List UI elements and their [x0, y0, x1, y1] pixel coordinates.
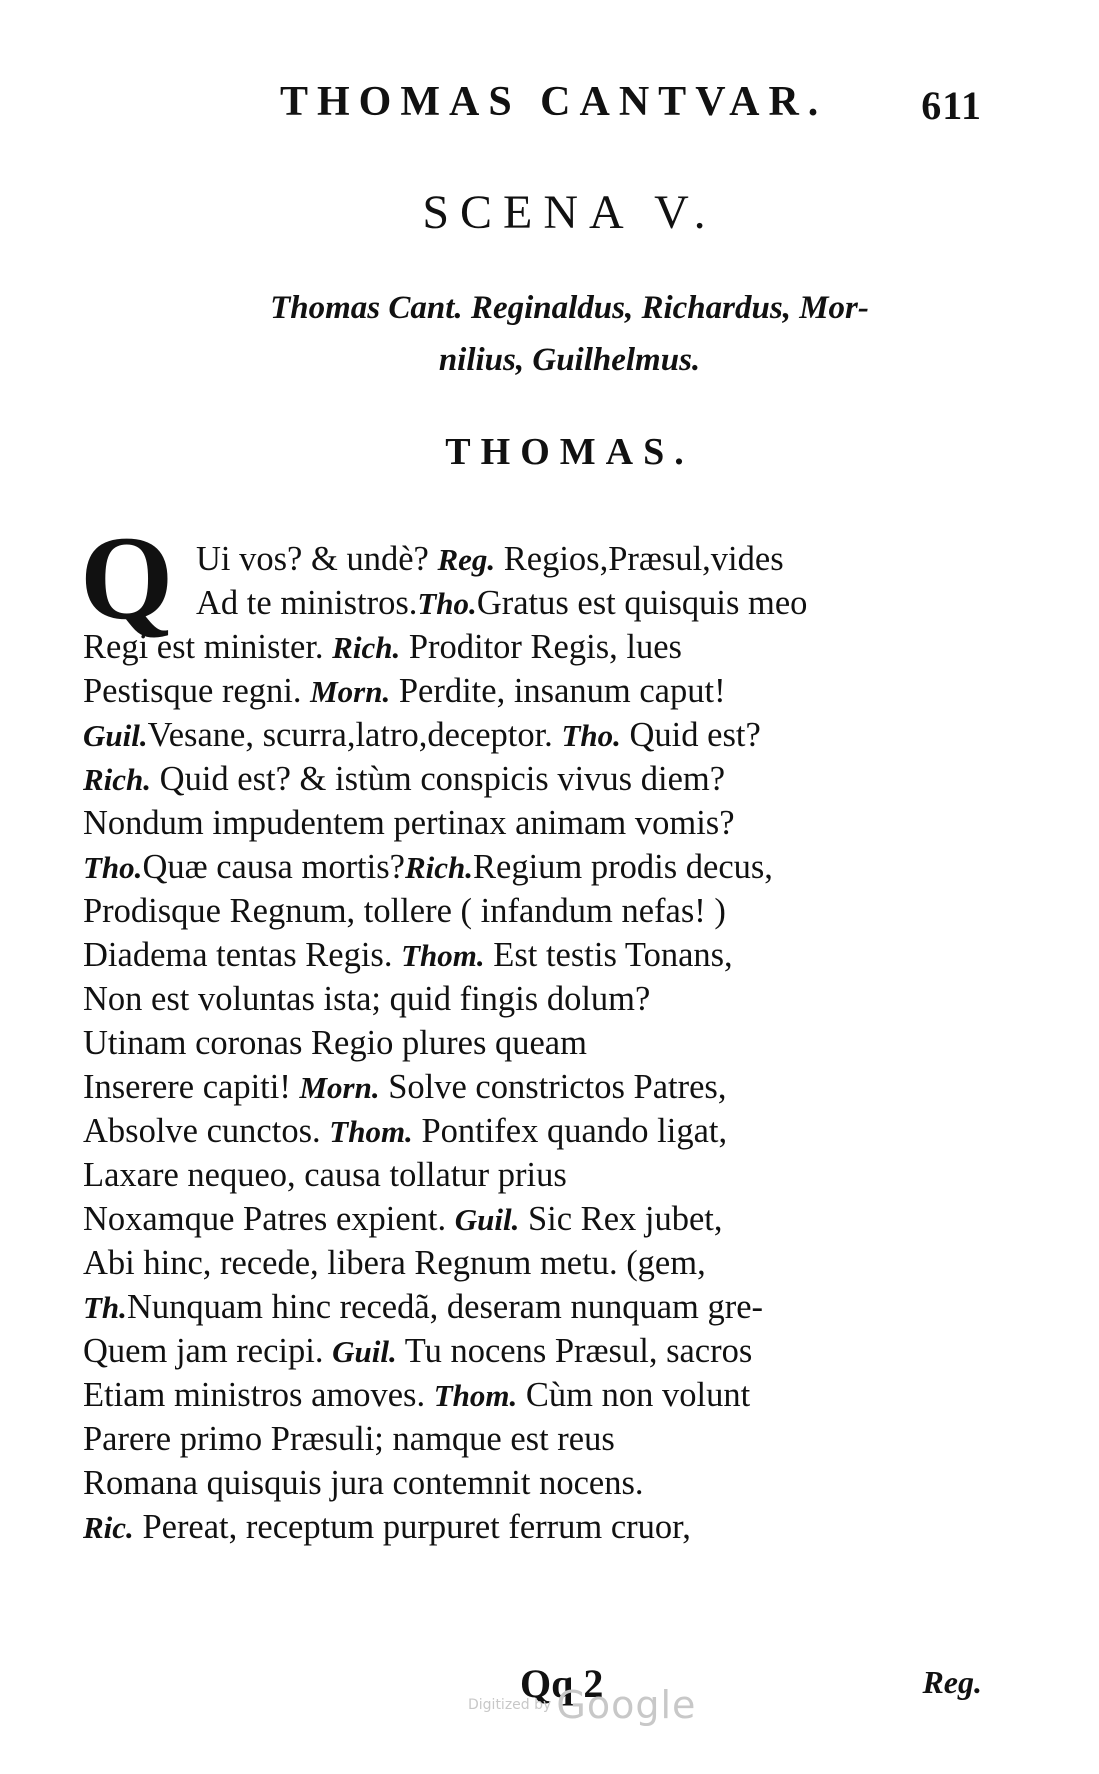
verse-line [83, 1239, 706, 1287]
running-title: THOMAS CANTVAR. [280, 79, 828, 125]
speaker-abbreviation: Rich. [332, 630, 401, 665]
verse-line [83, 931, 733, 979]
verse-text: Laxare nequeo, causa tollatur prius [83, 1156, 567, 1194]
verse-text: Proditor Regis, lues [400, 628, 682, 666]
verse-line [83, 1151, 567, 1199]
verse-text: Quæ causa mortis? [142, 848, 405, 886]
scene-heading: SCENA V. [422, 186, 717, 239]
verse-line [83, 843, 773, 891]
cast-list [0, 282, 1099, 386]
verse-text: Vesane, scurra,latro,deceptor. [147, 716, 562, 754]
verse-text: Gratus est quisquis meo [476, 584, 808, 622]
verse-text: Ui vos? & undè? [196, 540, 438, 578]
verse-line [83, 755, 725, 803]
verse-text: Quid est? & istùm conspicis vivus diem? [151, 760, 726, 798]
verse-text: Regium prodis decus, [473, 848, 773, 886]
speaker-abbreviation: Thom. [433, 1378, 518, 1413]
verse-text: Ad te ministros. [196, 584, 418, 622]
verse-text: Tu nocens Præsul, sacros [396, 1332, 753, 1370]
digitization-watermark [468, 1683, 696, 1727]
verse-line [83, 711, 761, 759]
speaker-heading: THOMAS. [445, 431, 694, 473]
watermark-logo-text: Google [556, 1683, 697, 1727]
verse-text: Pestisque regni. [83, 672, 311, 710]
speaker-abbreviation: Rich. [404, 850, 474, 885]
verse-text: Parere primo Præsuli; namque est reus [83, 1420, 615, 1458]
verse-text: Non est voluntas ista; quid fingis dolum? [83, 980, 651, 1018]
speaker-abbreviation: Morn. [299, 1070, 380, 1105]
speaker-abbreviation: Guil. [332, 1334, 397, 1369]
speaker-abbreviation: Ric. [83, 1510, 134, 1545]
verse-text: Utinam coronas Regio plures queam [83, 1024, 587, 1062]
verse-text: Solve constrictos Patres, [379, 1068, 727, 1106]
verse-line [83, 1503, 691, 1551]
verse-line [83, 1459, 644, 1507]
verse-text: Sic Rex jubet, [519, 1200, 723, 1238]
verse-text: Pontifex quando ligat, [412, 1112, 728, 1150]
verse-text: Pereat, receptum purpuret ferrum cruor, [133, 1508, 691, 1546]
verse-line [83, 1107, 727, 1155]
verse-text: Absolve cunctos. [83, 1112, 330, 1150]
verse-text: Nunquam hinc recedã, deseram nunquam gre- [126, 1288, 764, 1326]
cast-line: Thomas Cant. Reginaldus, Richardus, Mor- [270, 290, 869, 326]
speaker-abbreviation: Guil. [83, 718, 148, 753]
speaker-abbreviation: Reg. [437, 542, 496, 577]
drop-cap-initial: Q [80, 511, 174, 644]
verse-text: Cùm non volunt [517, 1376, 751, 1414]
speaker-abbreviation: Th. [83, 1290, 127, 1325]
verse-text: Quem jam recipi. [83, 1332, 333, 1370]
verse-text: Inserere capiti! [83, 1068, 300, 1106]
catchword: Reg. [922, 1664, 982, 1700]
watermark-prefix: Digitized by [468, 1697, 552, 1713]
speaker-abbreviation: Tho. [83, 850, 143, 885]
verse-text: Noxamque Patres expient. [83, 1200, 455, 1238]
verse-line [83, 1327, 752, 1375]
cast-line: nilius, Guilhelmus. [438, 342, 701, 378]
speaker-abbreviation: Tho. [417, 586, 477, 621]
speaker-abbreviation: Thom. [401, 938, 485, 973]
page-number: 611 [921, 83, 982, 128]
verse-text: Diadema tentas Regis. [83, 936, 402, 974]
signature-mark: Qq 2 [520, 1661, 604, 1706]
verse-line [83, 1019, 587, 1067]
verse-line [83, 1283, 763, 1331]
verse-text: Perdite, insanum caput! [390, 672, 726, 710]
verse-text: Abi hinc, recede, libera Regnum metu. (gem, [83, 1244, 706, 1282]
verse-text: Regi est minister. [83, 628, 333, 666]
verse-line [83, 1415, 615, 1463]
verse-text: Prodisque Regnum, tollere ( infandum nefas! ) [83, 892, 726, 930]
verse-line [83, 1195, 723, 1243]
speaker-abbreviation: Thom. [329, 1114, 413, 1149]
verse-line [83, 1371, 750, 1419]
verse-text: Romana quisquis jura contemnit nocens. [83, 1464, 644, 1502]
speaker-abbreviation: Morn. [310, 674, 391, 709]
verse-text: Nondum impudentem pertinax animam vomis? [83, 804, 735, 842]
speaker-abbreviation: Guil. [454, 1202, 520, 1237]
verse-text: Etiam ministros amoves. [83, 1376, 434, 1414]
verse-line [83, 1063, 726, 1111]
verse-line [83, 667, 726, 715]
verse-line [196, 535, 784, 583]
verse-line [83, 887, 726, 935]
verse-text: Quid est? [620, 716, 761, 754]
speaker-abbreviation: Tho. [561, 718, 621, 753]
verse-text: Regios,Præsul,vides [495, 540, 784, 578]
verse-line [196, 579, 807, 627]
verse-line [83, 799, 735, 847]
verse-line [83, 975, 650, 1023]
verse-text: Est testis Tonans, [484, 936, 733, 974]
speaker-abbreviation: Rich. [83, 762, 152, 797]
verse-line [83, 623, 682, 671]
